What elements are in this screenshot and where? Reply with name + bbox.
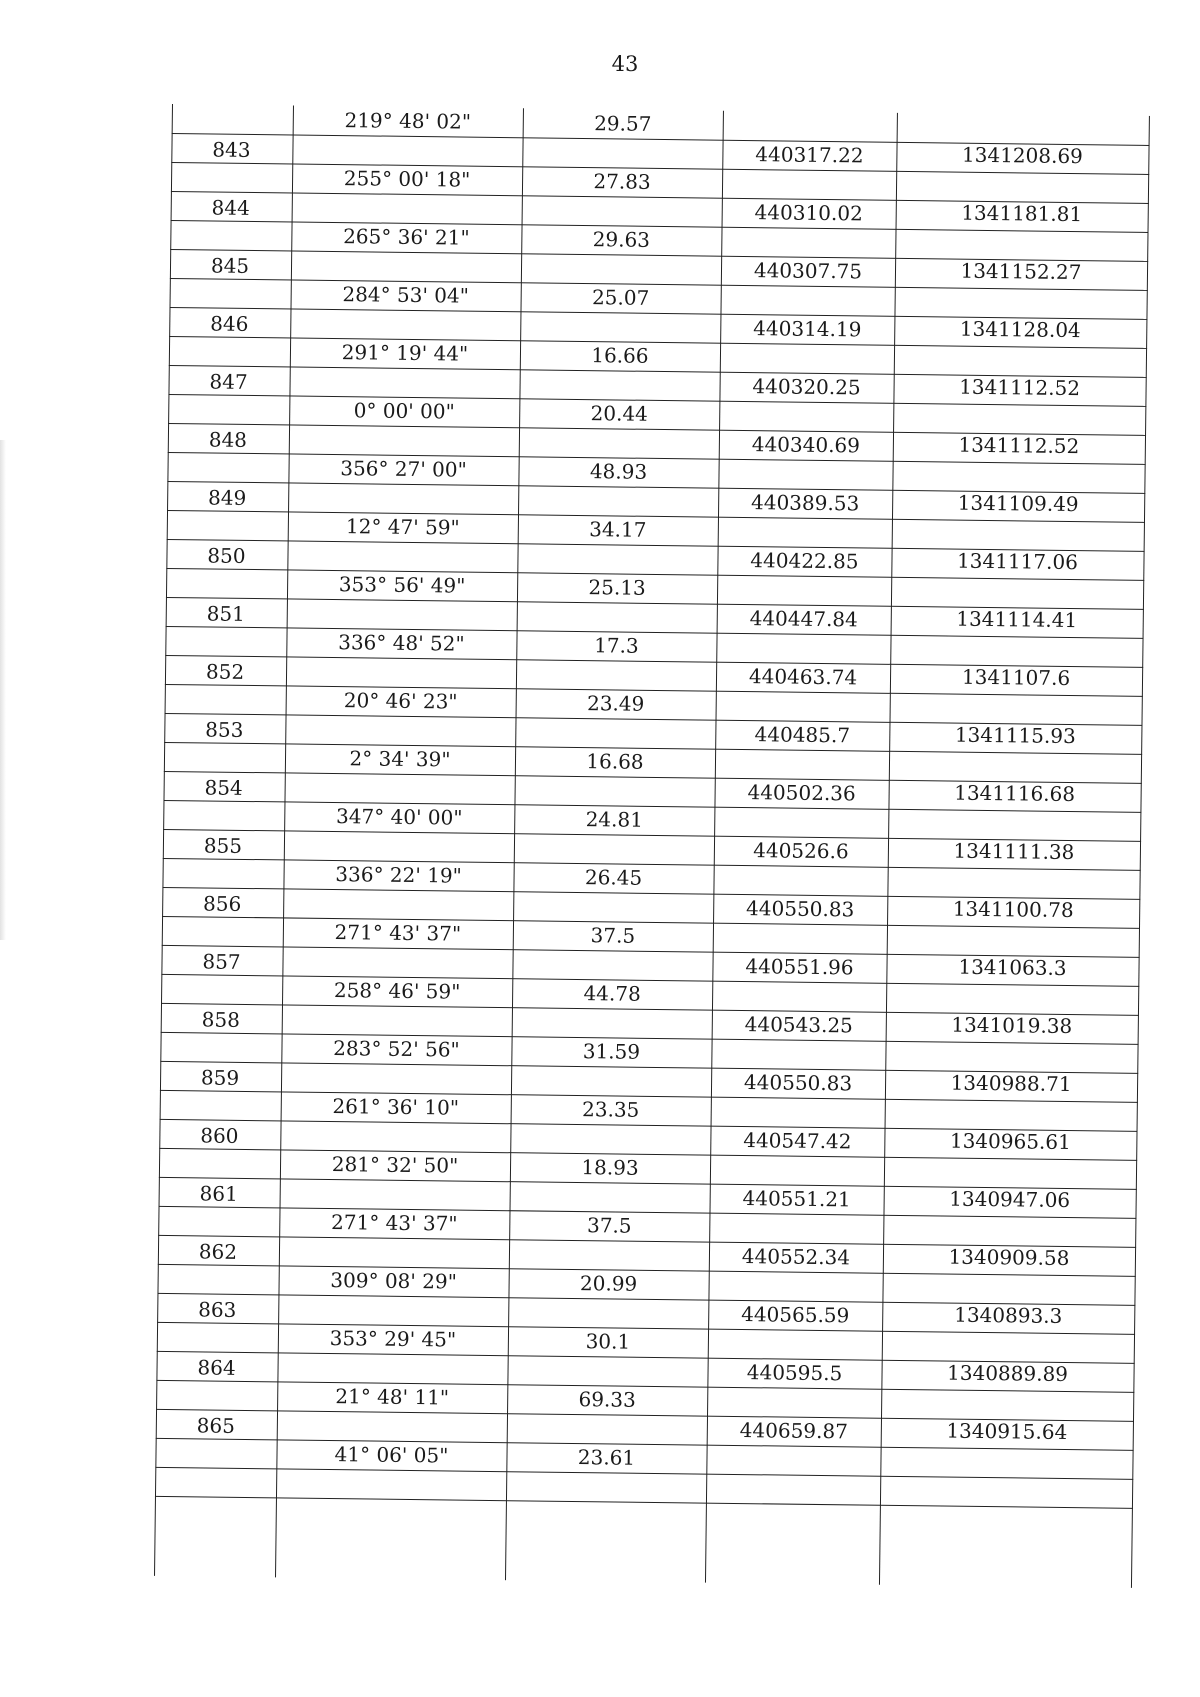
distance-cell: 34.17 — [589, 517, 647, 542]
point-number: 847 — [209, 369, 248, 394]
x-coordinate-cell: 440551.21 — [742, 1186, 851, 1212]
y-coordinate-cell: 1341114.41 — [956, 606, 1078, 633]
distance-cell: 37.5 — [590, 923, 636, 948]
distance-cell: 48.93 — [589, 459, 648, 484]
bearing-cell: 258° 46' 59" — [333, 978, 461, 1004]
bearing-cell: 271° 43' 37" — [330, 1210, 458, 1236]
x-coordinate-cell: 440340.69 — [751, 432, 861, 458]
x-coordinate-cell: 440447.84 — [749, 606, 858, 632]
y-coordinate-cell: 1341063.3 — [958, 954, 1067, 980]
distance-cell: 25.07 — [591, 285, 650, 310]
distance-cell: 16.68 — [586, 749, 644, 774]
x-coordinate-cell: 440307.75 — [753, 258, 863, 284]
y-coordinate-cell: 1341116.68 — [954, 780, 1076, 807]
y-coordinate-cell: 1340915.64 — [946, 1418, 1068, 1445]
bearing-cell: 284° 53' 04" — [342, 282, 470, 308]
y-coordinate-cell: 1341107.6 — [961, 664, 1071, 691]
distance-cell: 23.49 — [586, 691, 645, 716]
distance-cell: 29.57 — [594, 111, 652, 136]
y-coordinate-cell: 1341115.93 — [954, 722, 1076, 749]
x-coordinate-cell: 440565.59 — [741, 1302, 850, 1328]
x-coordinate-cell: 440463.74 — [748, 664, 858, 690]
bearing-cell: 353° 56' 49" — [338, 572, 466, 598]
point-number: 851 — [206, 601, 246, 626]
bearing-cell: 347° 40' 00" — [335, 804, 463, 830]
bearing-cell: 20° 46' 23" — [343, 688, 458, 714]
y-coordinate-cell: 1340988.71 — [950, 1070, 1072, 1097]
bearing-cell: 271° 43' 37" — [334, 920, 462, 946]
bearing-cell: 309° 08' 29" — [330, 1268, 458, 1294]
y-coordinate-cell: 1340909.58 — [948, 1244, 1070, 1271]
bearing-cell: 21° 48' 11" — [335, 1384, 450, 1410]
point-number: 844 — [211, 195, 250, 220]
bearing-cell: 336° 22' 19" — [335, 862, 462, 888]
point-number: 865 — [196, 1413, 236, 1438]
point-number: 845 — [210, 253, 250, 278]
bearing-cell: 353° 29' 45" — [329, 1326, 457, 1352]
distance-cell: 17.3 — [594, 633, 639, 658]
x-coordinate-cell: 440502.36 — [747, 780, 856, 806]
bearing-cell: 255° 00' 18" — [343, 166, 471, 192]
y-coordinate-cell: 1340965.61 — [949, 1128, 1071, 1155]
bearing-cell: 219° 48' 02" — [344, 108, 472, 134]
x-coordinate-cell: 440547.42 — [743, 1128, 852, 1154]
x-coordinate-cell: 440551.96 — [745, 954, 854, 980]
distance-cell: 37.5 — [586, 1213, 632, 1238]
point-number: 861 — [199, 1181, 238, 1206]
distance-cell: 20.44 — [590, 401, 649, 426]
point-number: 864 — [197, 1355, 236, 1380]
bearing-cell: 265° 36' 21" — [343, 224, 470, 250]
distance-cell: 25.13 — [588, 575, 646, 600]
distance-cell: 31.59 — [582, 1039, 641, 1064]
column-divider — [505, 108, 524, 1580]
coordinate-table — [154, 104, 1150, 1588]
bearing-cell: 291° 19' 44" — [341, 340, 469, 366]
bearing-cell: 261° 36' 10" — [332, 1094, 460, 1120]
y-coordinate-cell: 1341208.69 — [961, 142, 1084, 169]
point-number: 863 — [198, 1297, 237, 1322]
x-coordinate-cell: 440550.83 — [745, 896, 855, 922]
point-number: 848 — [208, 427, 248, 452]
y-coordinate-cell: 1341128.04 — [959, 316, 1081, 343]
point-number: 859 — [200, 1065, 240, 1090]
table-border-bottom — [155, 1496, 1133, 1509]
x-coordinate-cell: 440595.5 — [746, 1360, 843, 1386]
distance-cell: 24.81 — [585, 807, 644, 832]
x-coordinate-cell: 440320.25 — [752, 374, 861, 400]
distance-cell: 16.66 — [591, 343, 649, 368]
bearing-cell: 283° 52' 56" — [333, 1036, 460, 1062]
x-coordinate-cell: 440317.22 — [755, 142, 864, 168]
point-number: 855 — [203, 833, 243, 858]
y-coordinate-cell: 1341109.49 — [957, 490, 1079, 517]
point-number: 852 — [205, 659, 245, 684]
x-coordinate-cell: 440543.25 — [744, 1012, 854, 1038]
distance-cell: 20.99 — [579, 1271, 638, 1296]
distance-cell: 23.61 — [577, 1445, 636, 1470]
bearing-cell: 0° 00' 00" — [353, 398, 455, 424]
y-coordinate-cell: 1341117.06 — [956, 548, 1079, 575]
x-coordinate-cell: 440389.53 — [750, 490, 860, 516]
bearing-cell: 336° 48' 52" — [338, 630, 465, 656]
x-coordinate-cell: 440314.19 — [753, 316, 862, 342]
y-coordinate-cell: 1341152.27 — [960, 258, 1082, 285]
point-number: 856 — [202, 891, 242, 916]
x-coordinate-cell: 440659.87 — [739, 1418, 849, 1444]
distance-cell: 26.45 — [584, 865, 643, 890]
y-coordinate-cell: 1341019.38 — [951, 1012, 1073, 1039]
point-number: 860 — [200, 1123, 239, 1148]
bearing-cell: 41° 06' 05" — [334, 1442, 449, 1468]
x-coordinate-cell: 440526.6 — [753, 838, 849, 864]
point-number: 858 — [201, 1007, 241, 1032]
point-number: 857 — [202, 949, 241, 974]
y-coordinate-cell: 1341112.52 — [959, 374, 1081, 401]
distance-cell: 23.35 — [581, 1097, 640, 1122]
point-number: 843 — [212, 137, 251, 162]
x-coordinate-cell: 440422.85 — [750, 548, 859, 574]
distance-cell: 44.78 — [583, 981, 641, 1006]
point-number: 862 — [198, 1239, 238, 1264]
x-coordinate-cell: 440550.83 — [743, 1070, 853, 1096]
bearing-cell: 2° 34' 39" — [349, 746, 451, 772]
point-number: 853 — [205, 717, 244, 742]
distance-cell: 18.93 — [581, 1155, 639, 1180]
x-coordinate-cell: 440485.7 — [754, 722, 851, 748]
distance-cell: 30.1 — [585, 1329, 631, 1354]
distance-cell: 27.83 — [593, 169, 651, 194]
y-coordinate-cell: 1340893.3 — [954, 1302, 1063, 1328]
y-coordinate-cell: 1340947.06 — [949, 1186, 1071, 1213]
distance-cell: 69.33 — [578, 1387, 636, 1412]
bearing-cell: 281° 32' 50" — [331, 1152, 459, 1178]
distance-cell: 29.63 — [592, 227, 651, 252]
x-coordinate-cell: 440552.34 — [741, 1244, 851, 1270]
x-coordinate-cell: 440310.02 — [754, 200, 863, 226]
y-coordinate-cell: 1341100.78 — [952, 896, 1074, 923]
scan-edge-shadow — [0, 440, 6, 940]
bearing-cell: 356° 27' 00" — [340, 456, 467, 482]
bearing-cell: 12° 47' 59" — [345, 514, 460, 540]
y-coordinate-cell: 1340889.89 — [946, 1360, 1069, 1387]
point-number: 854 — [204, 775, 243, 800]
page-number: 43 — [611, 52, 639, 76]
y-coordinate-cell: 1341112.52 — [958, 432, 1080, 459]
point-number: 849 — [207, 485, 247, 510]
y-coordinate-cell: 1341181.81 — [961, 200, 1083, 227]
point-number: 850 — [207, 543, 246, 568]
point-number: 846 — [210, 311, 249, 336]
y-coordinate-cell: 1341111.38 — [953, 838, 1075, 865]
